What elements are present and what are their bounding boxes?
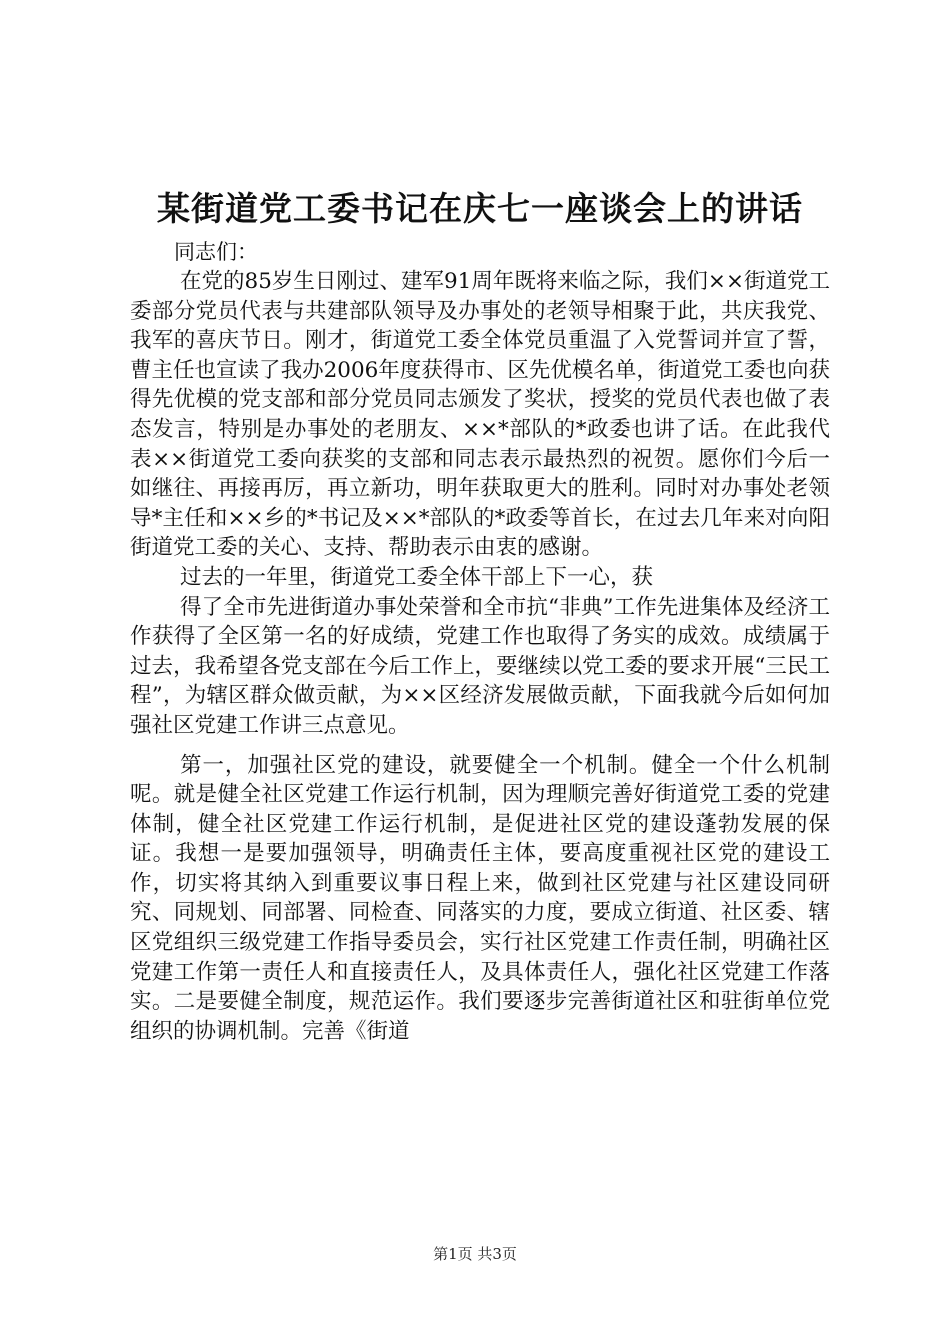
page-footer: 第1页 共3页 — [433, 1245, 517, 1263]
paragraph-2: 过去的一年里，街道党工委全体干部上下一心，获 — [180, 564, 654, 590]
document-title: 某街道党工委书记在庆七一座谈会上的讲话 — [157, 189, 803, 228]
paragraph-3: 得了全市先进街道办事处荣誉和全市抗“非典”工作先进集体及经济工作获得了全区第一名的好成绩，党建工作也取得了务实的成效。成绩属于过去，我希望各党支部在今后工作上，要继续以党工委的要求开展“三民工程”，为辖区群众做贡献，为××区经济发展做贡献，下面我就今后如何加强社区党建工作讲三点意见。 — [130, 594, 830, 738]
greeting: 同志们： — [174, 240, 258, 264]
paragraph-1: 在党的85岁生日刚过、建军91周年既将来临之际，我们××街道党工委部分党员代表与共建部队领导及办事处的老领导相聚于此，共庆我党、我军的喜庆节日。刚才，街道党工委全体党员重温了入党誓词并宣了誓，曹主任也宣读了我办2006年度获得市、区先优模名单，街道党工委也向获得先优模的党支部和部分党员同志颁发了奖状，授奖的党员代表也做了表态发言，特别是办事处的老朋友、××*部队的*政委也讲了话。在此我代表××街道党工委向获奖的支部和同志表示最热烈的祝贺。愿你们今后一如继往、再接再厉，再立新功，明年获取更大的胜利。同时对办事处老领导*主任和××乡的*书记及××*部队的*政委等首长，在过去几年来对向阳街道党工委的关心、支持、帮助表示由衷的感谢。 — [130, 269, 830, 561]
paragraph-4: 第一，加强社区党的建设，就要健全一个机制。健全一个什么机制呢。就是健全社区党建工作运行机制，因为理顺完善好街道党工委的党建体制，健全社区党建工作运行机制，是促进社区党的建设蓬勃发展的保证。我想一是要加强领导，明确责任主体，要高度重视社区党的建设工作，切实将其纳入到重要议事日程上来，做到社区党建与社区建设同研究、同规划、同部署、同检查、同落实的力度，要成立街道、社区委、辖区党组织三级党建工作指导委员会，实行社区党建工作责任制，明确社区党建工作第一责任人和直接责任人，及具体责任人，强化社区党建工作落实。二是要健全制度，规范运作。我们要逐步完善街道社区和驻街单位党组织的协调机制。完善《街道 — [130, 752, 830, 1044]
document-page — [130, 186, 830, 1046]
